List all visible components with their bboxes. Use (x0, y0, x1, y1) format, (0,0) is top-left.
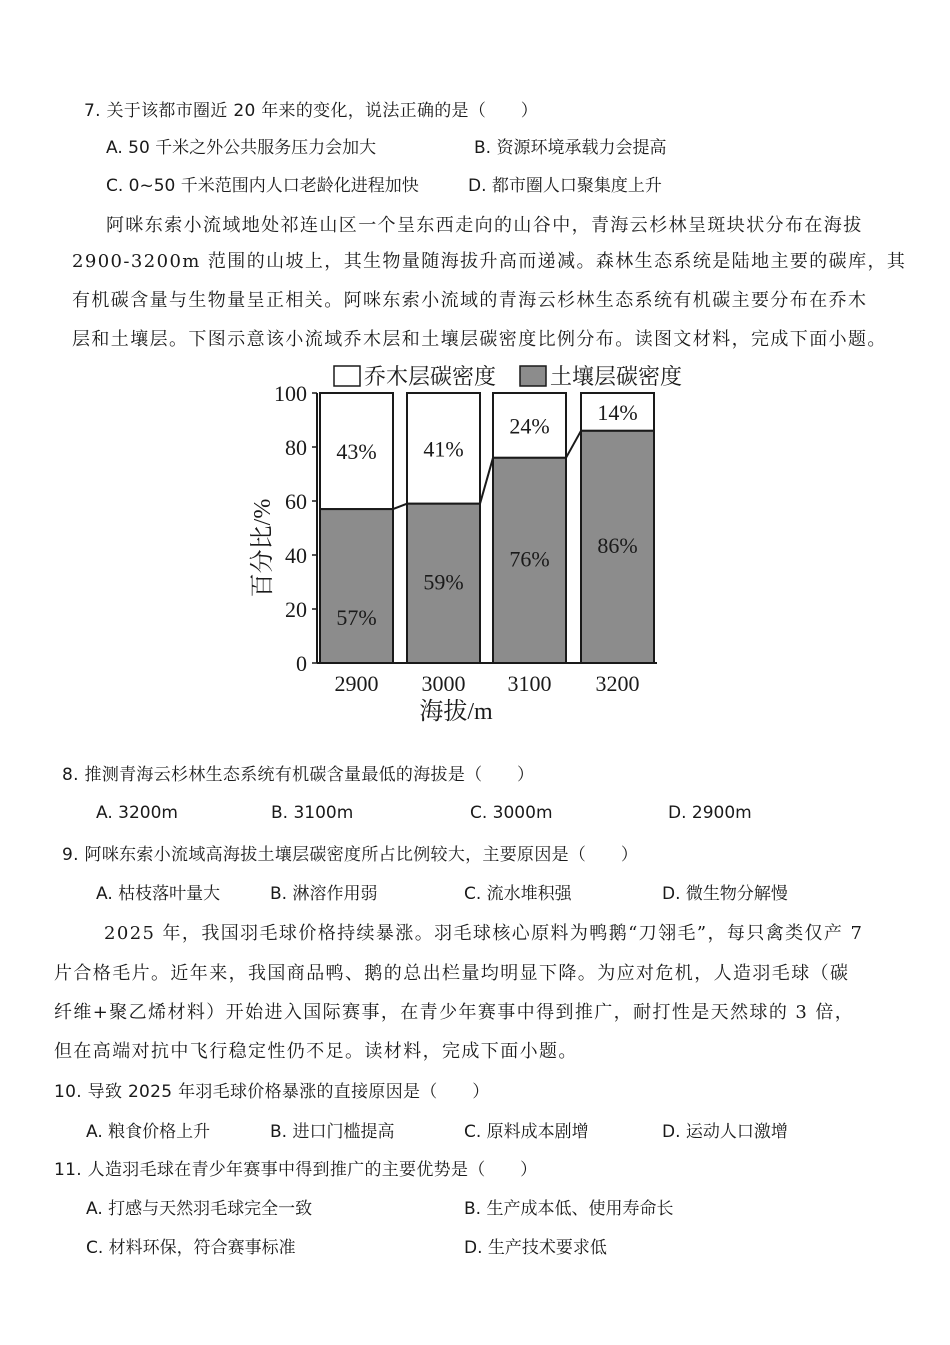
y-tick-label-20: 20 (285, 597, 307, 622)
q9-option-b: B. 淋溶作用弱 (270, 884, 378, 904)
q10-option-a: A. 粮食价格上升 (86, 1122, 211, 1142)
data-label-soil-layer-2900: 57% (336, 605, 377, 630)
q9-stem: 9. 阿咪东索小流域高海拔土壤层碳密度所占比例较大，主要原因是（ ） (62, 845, 639, 865)
y-axis-label: 百分比/% (250, 498, 276, 598)
passage2-line-3: 纤维+聚乙烯材料）开始进入国际赛事，在青少年赛事中得到推广，耐打性是天然球的 3 倍， (54, 1002, 855, 1023)
q7-option-a: A. 50 千米之外公共服务压力会加大 (106, 138, 377, 158)
data-label-tree-layer-3000: 41% (423, 436, 464, 462)
legend-label-soil-layer: 土壤层碳密度 (550, 364, 683, 389)
chart-legend (334, 364, 682, 389)
y-tick-label-80: 80 (285, 435, 307, 460)
data-label-soil-layer-3200: 86% (597, 532, 638, 558)
q8-option-c: C. 3000m (470, 803, 553, 823)
connector-3000-3100 (480, 458, 493, 504)
q7-options (106, 136, 926, 160)
y-tick-label-60: 60 (285, 489, 307, 514)
q11-options (86, 1197, 906, 1221)
q9-option-c: C. 流水堆积强 (464, 884, 572, 904)
x-tick-label-3100: 3100 (507, 671, 552, 696)
q9-options (96, 882, 916, 906)
data-label-tree-layer-3200: 14% (597, 399, 638, 425)
q8-option-b: B. 3100m (271, 803, 354, 823)
q11-option-a: A. 打感与天然羽毛球完全一致 (86, 1199, 313, 1219)
passage1-line-2: 2900-3200m 范围的山坡上，其生物量随海拔升高而递减。森林生态系统是陆地主要的碳库，其 (72, 251, 907, 272)
y-tick-label-0: 0 (296, 651, 307, 676)
passage2-line-1: 2025 年，我国羽毛球价格持续暴涨。羽毛球核心原料为鸭鹅“刀翎毛”，每只禽类仅产 7 (104, 923, 864, 944)
x-tick-label-3000: 3000 (421, 671, 466, 696)
q8-option-d: D. 2900m (668, 803, 752, 823)
y-tick-label-100: 100 (274, 381, 307, 406)
q8-options (96, 801, 916, 825)
legend-label-tree-layer: 乔木层碳密度 (364, 364, 497, 389)
q11-stem: 11. 人造羽毛球在青少年赛事中得到推广的主要优势是（ ） (54, 1160, 538, 1180)
q7-option-d: D. 都市圈人口聚集度上升 (468, 176, 662, 196)
q11-option-d: D. 生产技术要求低 (464, 1238, 607, 1258)
q7-stem: 7. 关于该都市圈近 20 年来的变化，说法正确的是（ ） (84, 101, 539, 121)
x-tick-label-3200: 3200 (595, 671, 640, 696)
q7-option-c: C. 0~50 千米范围内人口老龄化进程加快 (106, 176, 419, 196)
q8-option-a: A. 3200m (96, 803, 178, 823)
carbon-density-chart (230, 358, 700, 730)
passage1-line-3: 有机碳含量与生物量呈正相关。阿咪东索小流域的青海云杉林生态系统有机碳主要分布在乔木 (72, 290, 868, 311)
legend-swatch-tree-layer (334, 366, 360, 386)
q8-stem: 8. 推测青海云杉林生态系统有机碳含量最低的海拔是（ ） (62, 765, 535, 785)
q10-stem: 10. 导致 2025 年羽毛球价格暴涨的直接原因是（ ） (54, 1082, 490, 1102)
q11-option-b: B. 生产成本低、使用寿命长 (464, 1199, 674, 1219)
legend-swatch-soil-layer (520, 366, 546, 386)
q11-option-c: C. 材料环保，符合赛事标准 (86, 1238, 296, 1258)
data-label-soil-layer-3000: 59% (423, 569, 464, 595)
data-label-soil-layer-3100: 76% (509, 546, 550, 572)
q9-option-d: D. 微生物分解慢 (662, 884, 788, 904)
q11-options-2 (86, 1236, 906, 1260)
x-tick-label-2900: 2900 (334, 671, 379, 696)
q7-option-b: B. 资源环境承载力会提高 (474, 138, 667, 158)
data-label-tree-layer-2900: 43% (336, 439, 377, 465)
connector-3100-3200 (566, 431, 581, 458)
q10-options (86, 1120, 906, 1144)
passage2-line-2: 片合格毛片。近年来，我国商品鸭、鹅的总出栏量均明显下降。为应对危机，人造羽毛球（碳 (54, 963, 850, 984)
q10-option-d: D. 运动人口激增 (662, 1122, 788, 1142)
q7-options-2 (106, 174, 926, 198)
q10-option-b: B. 进口门槛提高 (270, 1122, 395, 1142)
data-label-tree-layer-3100: 24% (509, 413, 550, 439)
connector-2900-3000 (393, 504, 407, 509)
q10-option-c: C. 原料成本剧增 (464, 1122, 589, 1142)
passage2-line-4: 但在高端对抗中飞行稳定性仍不足。读材料，完成下面小题。 (54, 1041, 578, 1062)
x-axis-label: 海拔/m (419, 699, 493, 725)
passage1-line-1: 阿咪东索小流域地处祁连山区一个呈东西走向的山谷中，青海云杉林呈斑块状分布在海拔 (106, 215, 863, 236)
y-tick-label-40: 40 (285, 543, 307, 568)
bar-soil-layer-2900 (320, 509, 393, 663)
q9-option-a: A. 枯枝落叶量大 (96, 884, 221, 904)
passage1-line-4: 层和土壤层。下图示意该小流域乔木层和土壤层碳密度比例分布。读图文材料，完成下面小题。 (72, 329, 887, 350)
